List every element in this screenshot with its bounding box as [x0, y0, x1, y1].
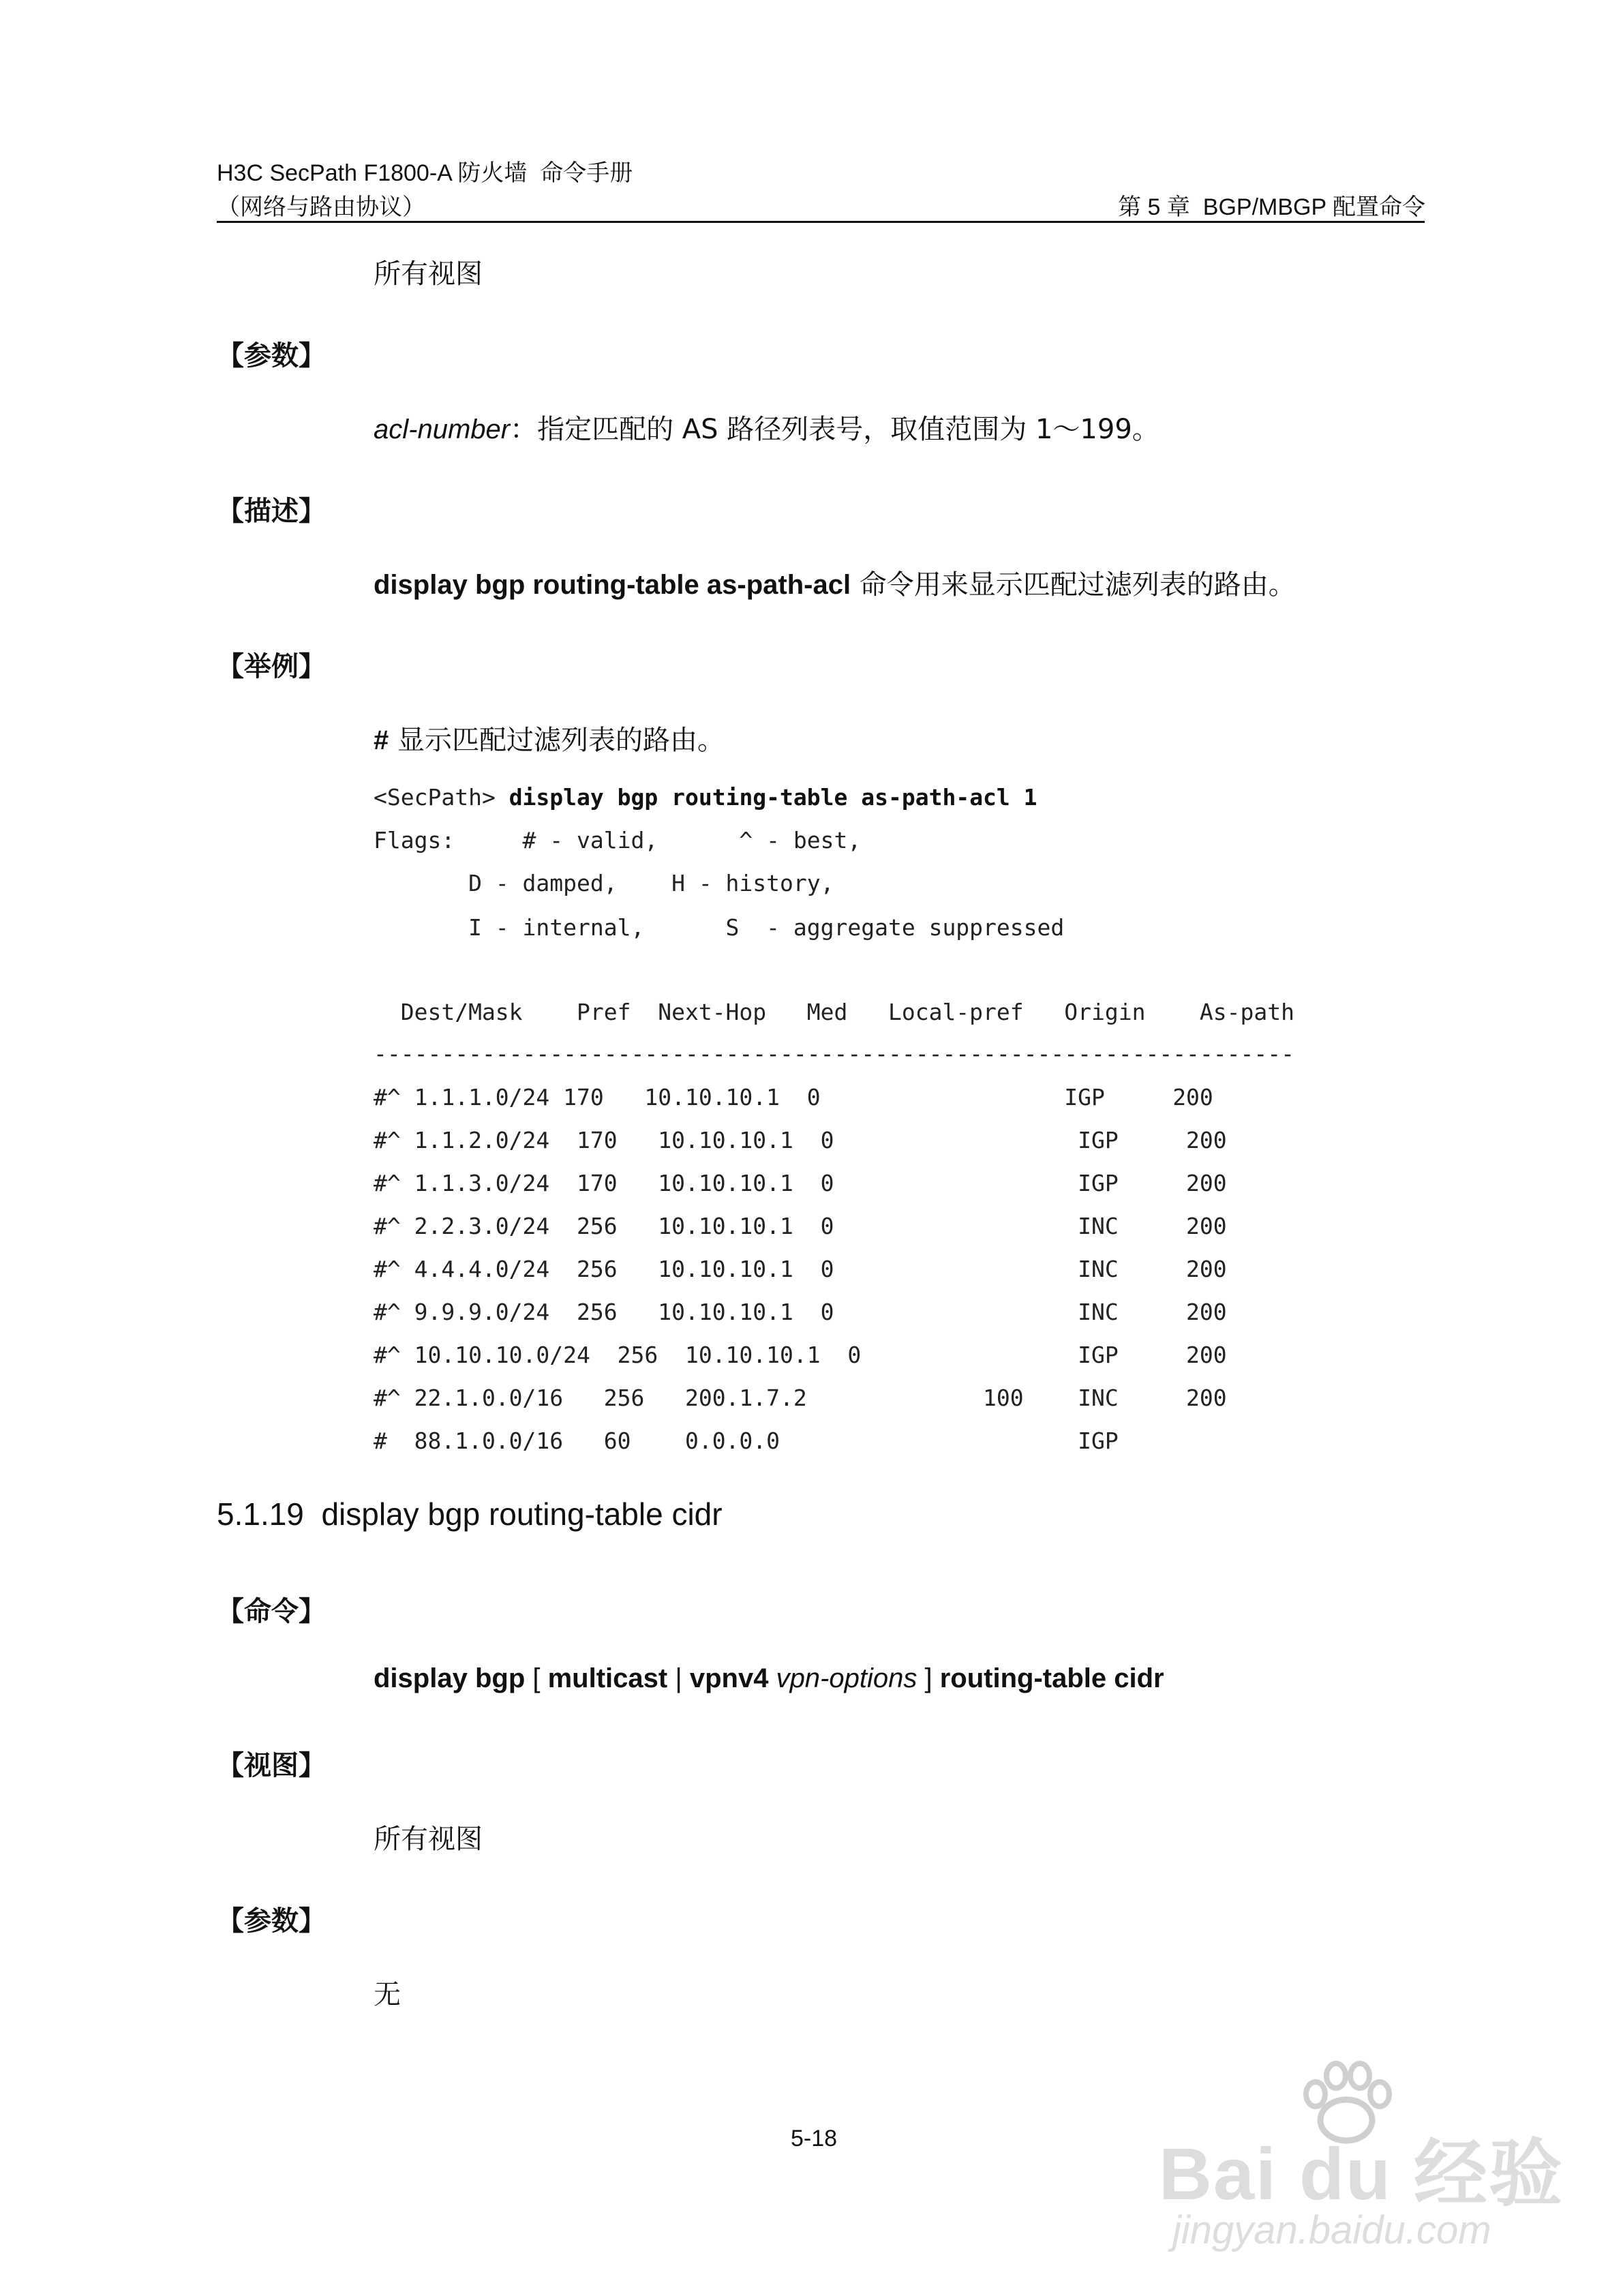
- header-title: H3C SecPath F1800-A 防火墙 命令手册: [217, 160, 633, 186]
- params-heading: 【参数】: [217, 340, 326, 372]
- syntax-part: [: [525, 1663, 548, 1693]
- example-intro-text: 显示匹配过滤列表的路由。: [389, 725, 725, 756]
- desc-heading: 【描述】: [217, 496, 326, 527]
- code-prompt: <SecPath>: [374, 784, 509, 811]
- syntax-part: multicast: [547, 1663, 668, 1693]
- syntax-part: vpnv4: [689, 1663, 769, 1693]
- code-row: #^ 2.2.3.0/24 256 10.10.10.1 0 INC 200: [374, 1213, 1227, 1239]
- code-row: #^ 1.1.3.0/24 170 10.10.10.1 0 IGP 200: [374, 1170, 1227, 1196]
- baidu-watermark: [1159, 2059, 1564, 2263]
- params-text-2: 无: [374, 1979, 401, 2010]
- params-heading-2: 【参数】: [217, 1905, 326, 1937]
- example-intro: [374, 719, 725, 757]
- code-row: #^ 22.1.0.0/16 256 200.1.7.2 100 INC 200: [374, 1385, 1227, 1411]
- code-flags-2: D - damped, H - history,: [374, 870, 834, 896]
- code-flags-3: I - internal, S - aggregate suppressed: [374, 914, 1065, 941]
- header-subtitle: （网络与路由协议）: [217, 194, 425, 220]
- code-row: #^ 10.10.10.0/24 256 10.10.10.1 0 IGP 200: [374, 1342, 1227, 1368]
- params-line: [374, 408, 1159, 447]
- page-number: 5-18: [791, 2126, 838, 2151]
- code-row: #^ 1.1.1.0/24 170 10.10.10.1 0 IGP 200: [374, 1084, 1213, 1111]
- example-hash: #: [374, 725, 389, 755]
- syntax-part: vpn-options: [776, 1663, 917, 1693]
- code-columns: Dest/Mask Pref Next-Hop Med Local-pref Origin As-path: [374, 999, 1295, 1025]
- header-chapter: 第 5 章 BGP/MBGP 配置命令: [1118, 194, 1425, 220]
- code-flags-1: Flags: # - valid, ^ - best,: [374, 827, 862, 854]
- desc-text: 命令用来显示匹配过滤列表的路由。: [851, 569, 1296, 601]
- code-row: # 88.1.0.0/16 60 0.0.0.0 IGP: [374, 1428, 1119, 1454]
- desc-line: [374, 563, 1296, 602]
- section-title: 5.1.19 display bgp routing-table cidr: [217, 1496, 723, 1532]
- code-row: #^ 4.4.4.0/24 256 10.10.10.1 0 INC 200: [374, 1256, 1227, 1282]
- code-command-line: [374, 784, 1037, 811]
- view-heading: 【视图】: [217, 1750, 326, 1781]
- param-name: acl-number: [374, 414, 511, 444]
- syntax-part: display bgp: [374, 1663, 526, 1693]
- param-desc: ：指定匹配的 AS 路径列表号，取值范围为 1～199。: [510, 414, 1159, 445]
- code-separator: --------------------------------------------------------------------: [374, 1040, 1295, 1067]
- code-command: display bgp routing-table as-path-acl 1: [509, 784, 1037, 811]
- view-text: 所有视图: [374, 1824, 483, 1855]
- view-text-top: 所有视图: [374, 258, 483, 290]
- syntax-part: |: [667, 1663, 690, 1693]
- command-syntax: [374, 1663, 1164, 1694]
- desc-command: display bgp routing-table as-path-acl: [374, 570, 851, 600]
- example-heading: 【举例】: [217, 651, 326, 682]
- code-row: #^ 9.9.9.0/24 256 10.10.10.1 0 INC 200: [374, 1299, 1227, 1325]
- code-row: #^ 1.1.2.0/24 170 10.10.10.1 0 IGP 200: [374, 1127, 1227, 1153]
- header-rule: [217, 221, 1425, 223]
- command-heading: 【命令】: [217, 1596, 326, 1627]
- syntax-part: [768, 1663, 776, 1693]
- syntax-part: ]: [917, 1663, 940, 1693]
- watermark-url: jingyan.baidu.com: [1172, 2208, 1491, 2252]
- watermark-logo: Bai du 经验: [1159, 2132, 1564, 2215]
- syntax-part: routing-table cidr: [939, 1663, 1164, 1693]
